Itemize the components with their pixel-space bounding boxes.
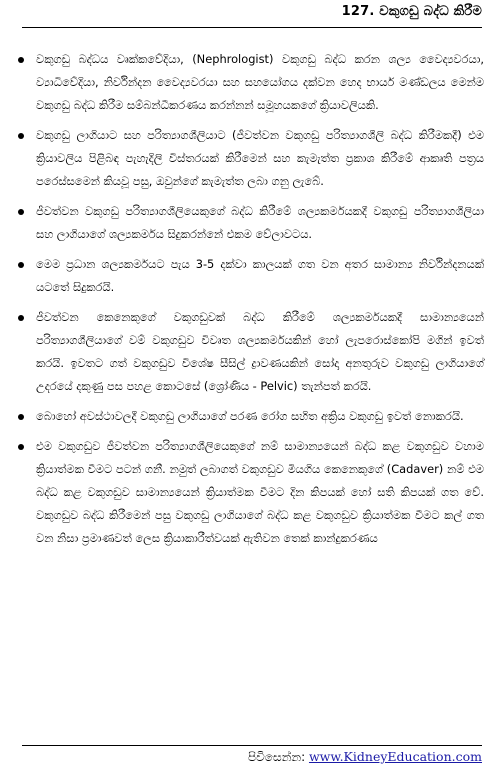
footer: [248, 749, 482, 765]
bullet-icon: [18, 57, 24, 63]
header-divider: [22, 27, 482, 28]
list-item-text: මෙම ප්‍රධාන ශල්‍යකර්මයට පැය 3-5 දක්වා කාලයක් ගත වන අතර සාමාන්‍ය නිර්වින්දනයක් යටතේ සිදුකරයි.: [36, 257, 484, 294]
bullet-icon: [18, 444, 24, 450]
bullet-icon: [18, 414, 24, 420]
bullet-list: [18, 48, 484, 550]
list-item: [18, 405, 484, 428]
list-item-text: ජීවත්වන කෙනෙකුගේ වකුගඩුවක් බද්ධ කිරීමේ ශල්‍යකර්මයකදී සාමාන්‍යයෙන් පරිත්‍යාගශීලියාගේ වම් වකුගඩුව විවෘත ශල්‍යකර්මයකින් හෝ ලැපරොස්කෝපි මගින් ඉවත් කරයි. ඉවතට ගත් වකුගඩුව විශේෂ සීසිල් ද්‍රාවණයකින් සෝදා අනතුරුව වකුගඩු ලාගියාගේ උදරයේ දකුණු පස පහළ කොටසේ (ශ්‍රෝණිය - Pelvic) තැන්පත් කරයි.: [36, 310, 484, 393]
list-item: [18, 435, 484, 550]
website-link[interactable]: www.KidneyEducation.com: [308, 749, 482, 764]
list-item: [18, 48, 484, 117]
bullet-icon: [18, 315, 24, 321]
list-item: [18, 253, 484, 299]
list-item-text: වකුගඩු බද්ධය වෘක්කවේදියා, (Nephrologist) වකුගඩු බද්ධ කරන ශල්‍ය වෛද්‍යවරයා, ව්‍යාධිවේදියා, නිර්වින්දන වෛද්‍යවරයා සහ සහයෝගය දක්වන හෙද භාර්ය මණ්ඩලය මෙන්ම වකුගඩු බද්ධ කිරීම සම්බන්ධීකරණය කරන්නන් සමූහයකගේ ක්‍රියාවලියකි.: [36, 52, 484, 112]
bullet-icon: [18, 209, 24, 215]
bullet-icon: [18, 262, 24, 268]
footer-divider: [22, 745, 482, 746]
footer-label: පිවිසෙන්න:: [248, 750, 306, 764]
list-item-text: වකුගඩු ලාගියාට සහ පරිත්‍යාගශීලියාට (ජීවත්වන වකුගඩු පරිත්‍යාගශීලි බද්ධ කිරීමකදී) එම ක්‍රියාවලිය පිළිබඳ පැහැදිලි විස්තරයක් කිරීමෙන් සහ කැමැත්ත ප්‍රකාශ කිරීමේ ආකෘති පත්‍රය පරෙස්සමෙන් කියවූ පසු, ඔවුන්ගේ කැමැත්ත ලබා ගනු ලැබේ.: [36, 128, 484, 188]
list-item-text: බොහෝ අවස්ථාවලදී වකුගඩු ලාගියාගේ පරණ රෝග සහිත අක්‍රිය වකුගඩු ඉවත් නොකරයි.: [36, 409, 464, 423]
list-item-text: එම වකුගඩුව ජීවත්වන පරිත්‍යාගශීලියෙකුගේ නම් සාමාන්‍යයෙන් බද්ධ කළ වකුගඩුව වහාම ක්‍රියාත්මක වීමට පටන් ගනී. නමුත් ලබාගත් වකුගඩුව මියගිය කෙනෙකුගේ (Cadaver) නම් එම බද්ධ කළ වකුගඩුව සාමාන්‍යයෙන් ක්‍රියාත්මක වීමට දින කිපයක් හෝ සති කිපයක් ගත වේ. වකුගඩුව බද්ධ කිරීමෙන් පසු වකුගඩු ලාගියාගේ බද්ධ කළ වකුගඩුව ක්‍රියාත්මක වීමට කල් ගත වන නිසා ප්‍රමාණවත් ලෙස ක්‍රියාකාරීත්වයක් ඇතිවන තෙක් කාන්දුකරණය: [36, 439, 484, 545]
list-item: [18, 306, 484, 398]
page-header: 127. වකුගඩු බද්ධ කිරීම: [341, 4, 482, 19]
list-item: [18, 124, 484, 193]
list-item: [18, 200, 484, 246]
bullet-icon: [18, 133, 24, 139]
list-item-text: ජීවත්වන වකුගඩු පරිත්‍යාගශීලියෙකුගේ බද්ධ කිරීමේ ශල්‍යකර්මයකදී වකුගඩු පරිත්‍යාගශීලියා සහ ලාගියාගේ ශල්‍යකර්මය සිදුකරන්නේ එකම වේලාවටය.: [36, 204, 484, 241]
